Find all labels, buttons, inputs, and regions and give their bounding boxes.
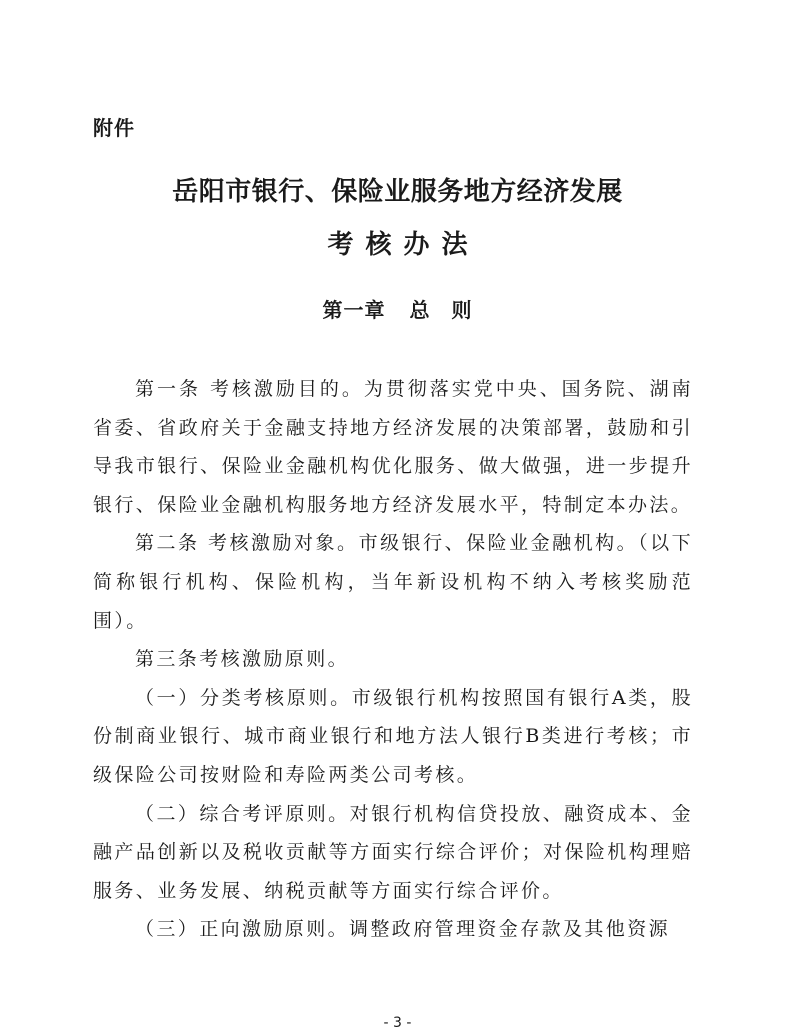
chapter-heading xyxy=(0,296,795,324)
principle-3-paragraph: （三）正向激励原则。调整政府管理资金存款及其他资源 xyxy=(135,918,671,941)
article-3-paragraph: 第三条考核激励原则。 xyxy=(135,648,350,671)
document-title-line-1: 岳阳市银行、保险业服务地方经济发展 xyxy=(172,177,623,207)
principle-2-paragraph: （二）综合考评原则。对银行机构信贷投放、融资成本、金融产品创新以及税收贡献等方面实行综合评价；对保险机构理赔服务、业务发展、纳税贡献等方面实行综合评价。 xyxy=(93,802,693,902)
article-2-paragraph: 第二条 考核激励对象。市级银行、保险业金融机构。（以下简称银行机构、保险机构，当年新设机构不纳入考核奖励范围）。 xyxy=(93,532,693,632)
page-number: - 3 - xyxy=(383,1015,412,1031)
attachment-label: 附件 xyxy=(93,116,135,140)
document-title-line-2: 考核办法 xyxy=(327,230,480,260)
principle-1-paragraph: （一）分类考核原则。市级银行机构按照国有银行A类，股份制商业银行、城市商业银行和地方法人银行B类进行考核；市级保险公司按财险和寿险两类公司考核。 xyxy=(93,686,693,786)
chapter-number: 第一章 xyxy=(322,298,386,322)
article-1-paragraph: 第一条 考核激励目的。为贯彻落实党中央、国务院、湖南省委、省政府关于金融支持地方经济发展的决策部署，鼓励和引导我市银行、保险业金融机构优化服务、做大做强，进一步提升银行、保险业金融机构服务地方经济发展水平，特制定本办法。 xyxy=(93,378,693,516)
chapter-name: 总 则 xyxy=(409,298,473,322)
body-text xyxy=(93,370,693,949)
